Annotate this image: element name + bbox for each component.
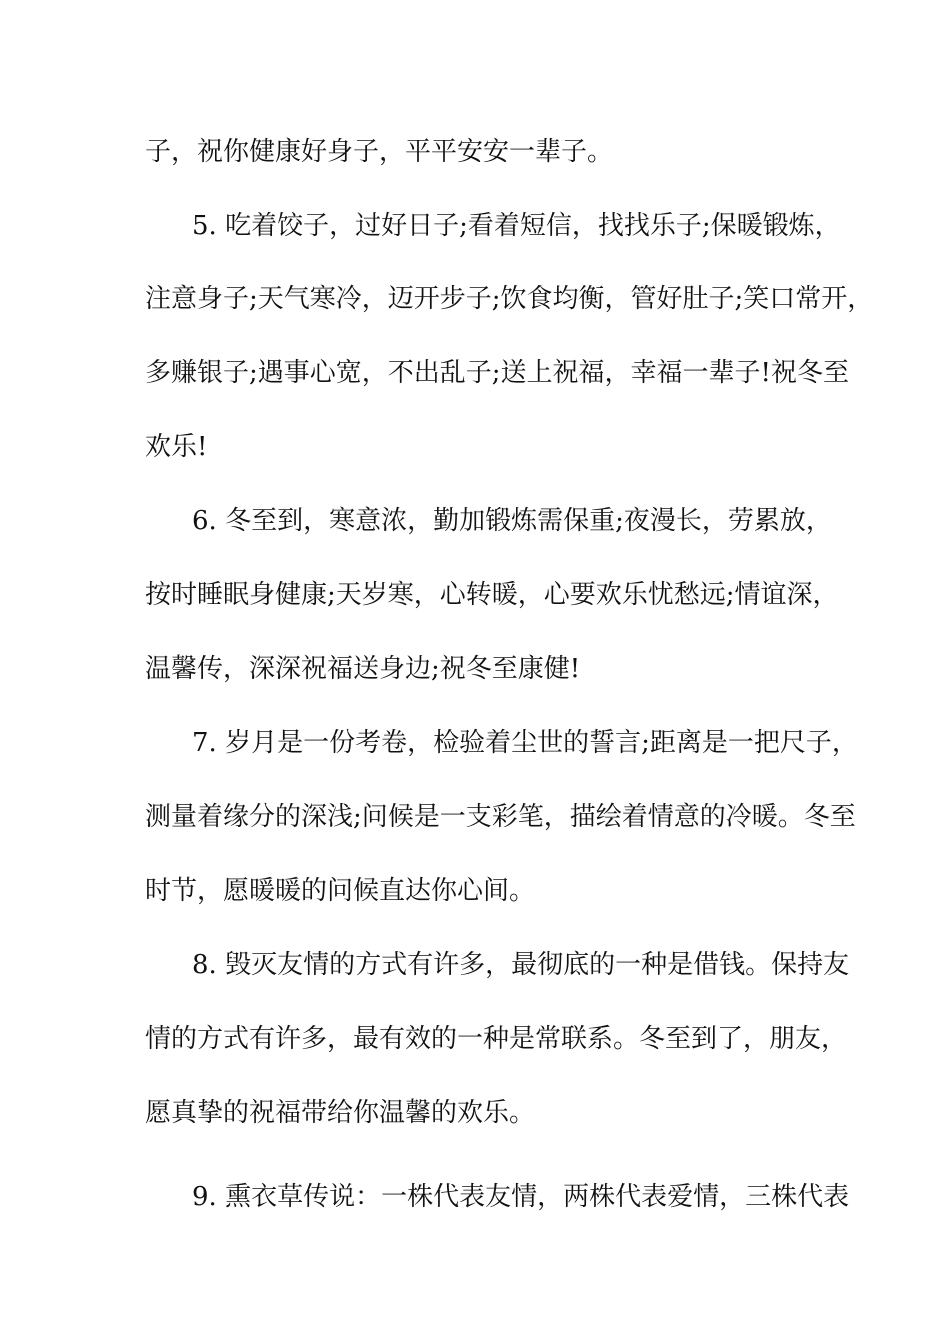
text-line-3: 注意身子;天气寒冷，迈开步子;饮食均衡，管好肚子;笑口常开， [145, 284, 874, 314]
text-line-12: 8. 毁灭友情的方式有许多，最彻底的一种是借钱。保持友 [192, 950, 850, 980]
text-line-7: 按时睡眠身健康;天岁寒，心转暖，心要欢乐忧愁远;情谊深， [145, 580, 839, 610]
text-line-2: 5. 吃着饺子，过好日子;看着短信，找找乐子;保暖锻炼， [192, 211, 841, 241]
text-line-15: 9. 熏衣草传说：一株代表友情，两株代表爱情，三株代表 [192, 1182, 850, 1212]
text-line-13: 情的方式有许多，最有效的一种是常联系。冬至到了，朋友， [145, 1024, 848, 1054]
text-line-1: 子，祝你健康好身子，平平安安一辈子。 [145, 137, 614, 167]
text-line-11: 时节，愿暖暖的问候直达你心间。 [145, 876, 536, 906]
text-line-9: 7. 岁月是一份考卷，检验着尘世的誓言;距离是一把尺子， [192, 728, 858, 758]
text-line-5: 欢乐! [145, 432, 208, 462]
text-line-4: 多赚银子;遇事心宽，不出乱子;送上祝福，幸福一辈子!祝冬至 [145, 358, 849, 388]
text-line-10: 测量着缘分的深浅;问候是一支彩笔，描绘着情意的冷暖。冬至 [145, 802, 856, 832]
text-line-6: 6. 冬至到，寒意浓，勤加锻炼需保重;夜漫长，劳累放， [192, 506, 832, 536]
text-line-14: 愿真挚的祝福带给你温馨的欢乐。 [145, 1098, 536, 1128]
text-line-8: 温馨传，深深祝福送身边;祝冬至康健! [145, 654, 581, 684]
